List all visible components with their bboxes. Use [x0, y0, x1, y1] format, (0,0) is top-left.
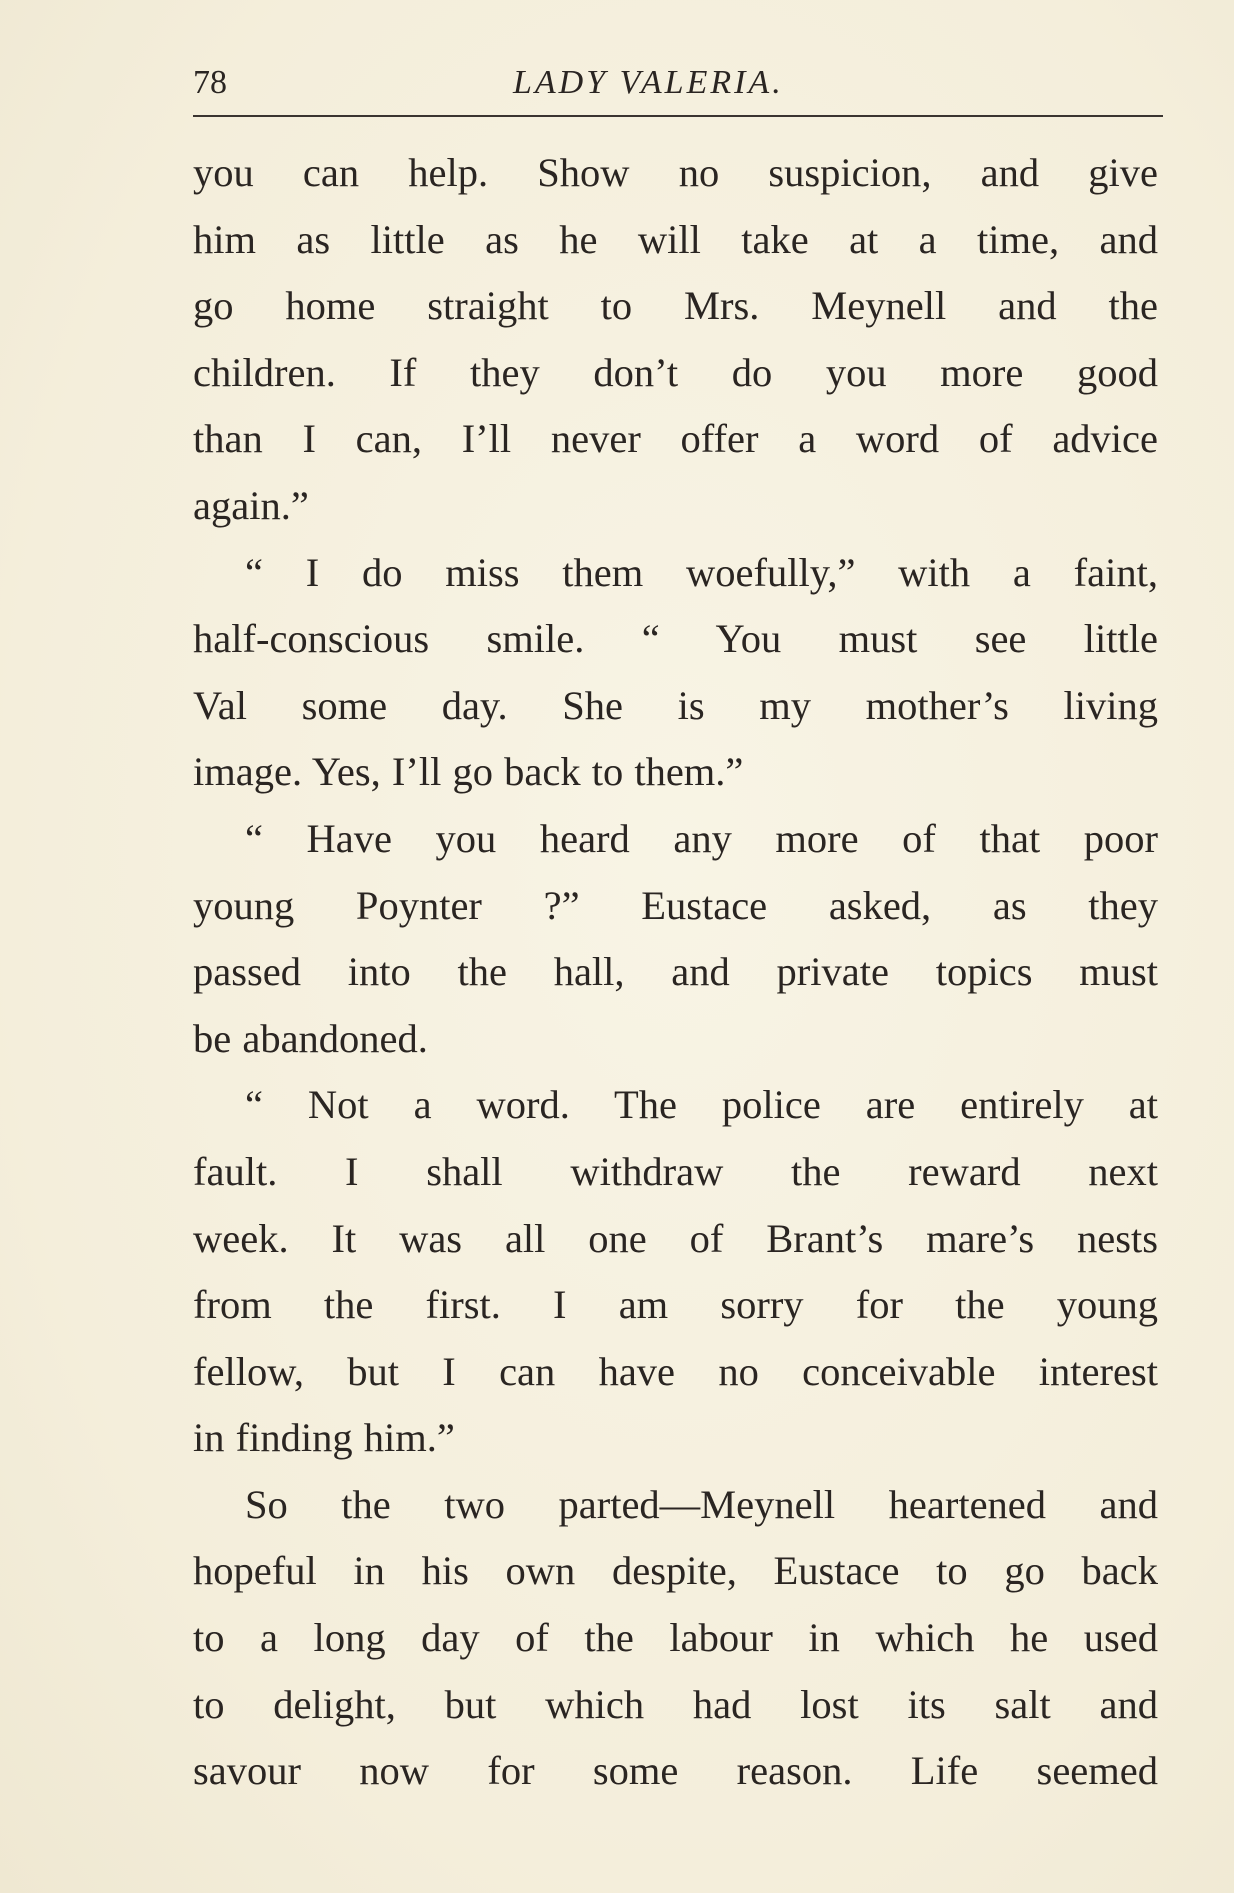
text-line: half-conscious smile. “ You must see little [193, 616, 1158, 662]
running-title: LADY VALERIA. [513, 64, 784, 101]
body-text [193, 140, 1158, 1805]
text-line: hopeful in his own despite, Eustace to go back [193, 1548, 1158, 1594]
text-line: to a long day of the labour in which he used [193, 1615, 1158, 1661]
text-line: be abandoned. [193, 1015, 428, 1061]
text-line: children. If they don’t do you more good [193, 349, 1158, 395]
text-line: fault. I shall withdraw the reward next [193, 1148, 1158, 1194]
text-line: Val some day. She is my mother’s living [193, 682, 1158, 728]
text-line: week. It was all one of Brant’s mare’s nests [193, 1215, 1158, 1261]
text-line: fellow, but I can have no conceivable interest [193, 1348, 1158, 1394]
text-line: again.” [193, 482, 309, 528]
text-line: you can help. Show no suspicion, and give [193, 150, 1158, 195]
text-line: passed into the hall, and private topics must [193, 949, 1158, 995]
text-line: “ Not a word. The police are entirely at [245, 1082, 1158, 1128]
text-line: him as little as he will take at a time, and [193, 216, 1158, 262]
text-line: than I can, I’ll never offer a word of advice [193, 416, 1158, 462]
text-line: savour now for some reason. Life seemed [193, 1748, 1158, 1794]
text-line: young Poynter ?” Eustace asked, as they [193, 882, 1158, 928]
text-line: from the first. I am sorry for the young [193, 1282, 1158, 1328]
text-line: “ I do miss them woefully,” with a faint, [245, 549, 1158, 595]
text-line: “ Have you heard any more of that poor [245, 815, 1158, 861]
text-line: to delight, but which had lost its salt and [193, 1681, 1158, 1727]
text-line: image. Yes, I’ll go back to them.” [193, 749, 744, 795]
header-rule [193, 115, 1163, 117]
page-number: 78 [193, 64, 227, 101]
page-header [193, 58, 1163, 108]
text-line: So the two parted—Meynell heartened and [245, 1481, 1158, 1527]
text-line: in finding him.” [193, 1415, 455, 1461]
text-line: go home straight to Mrs. Meynell and the [193, 283, 1158, 329]
